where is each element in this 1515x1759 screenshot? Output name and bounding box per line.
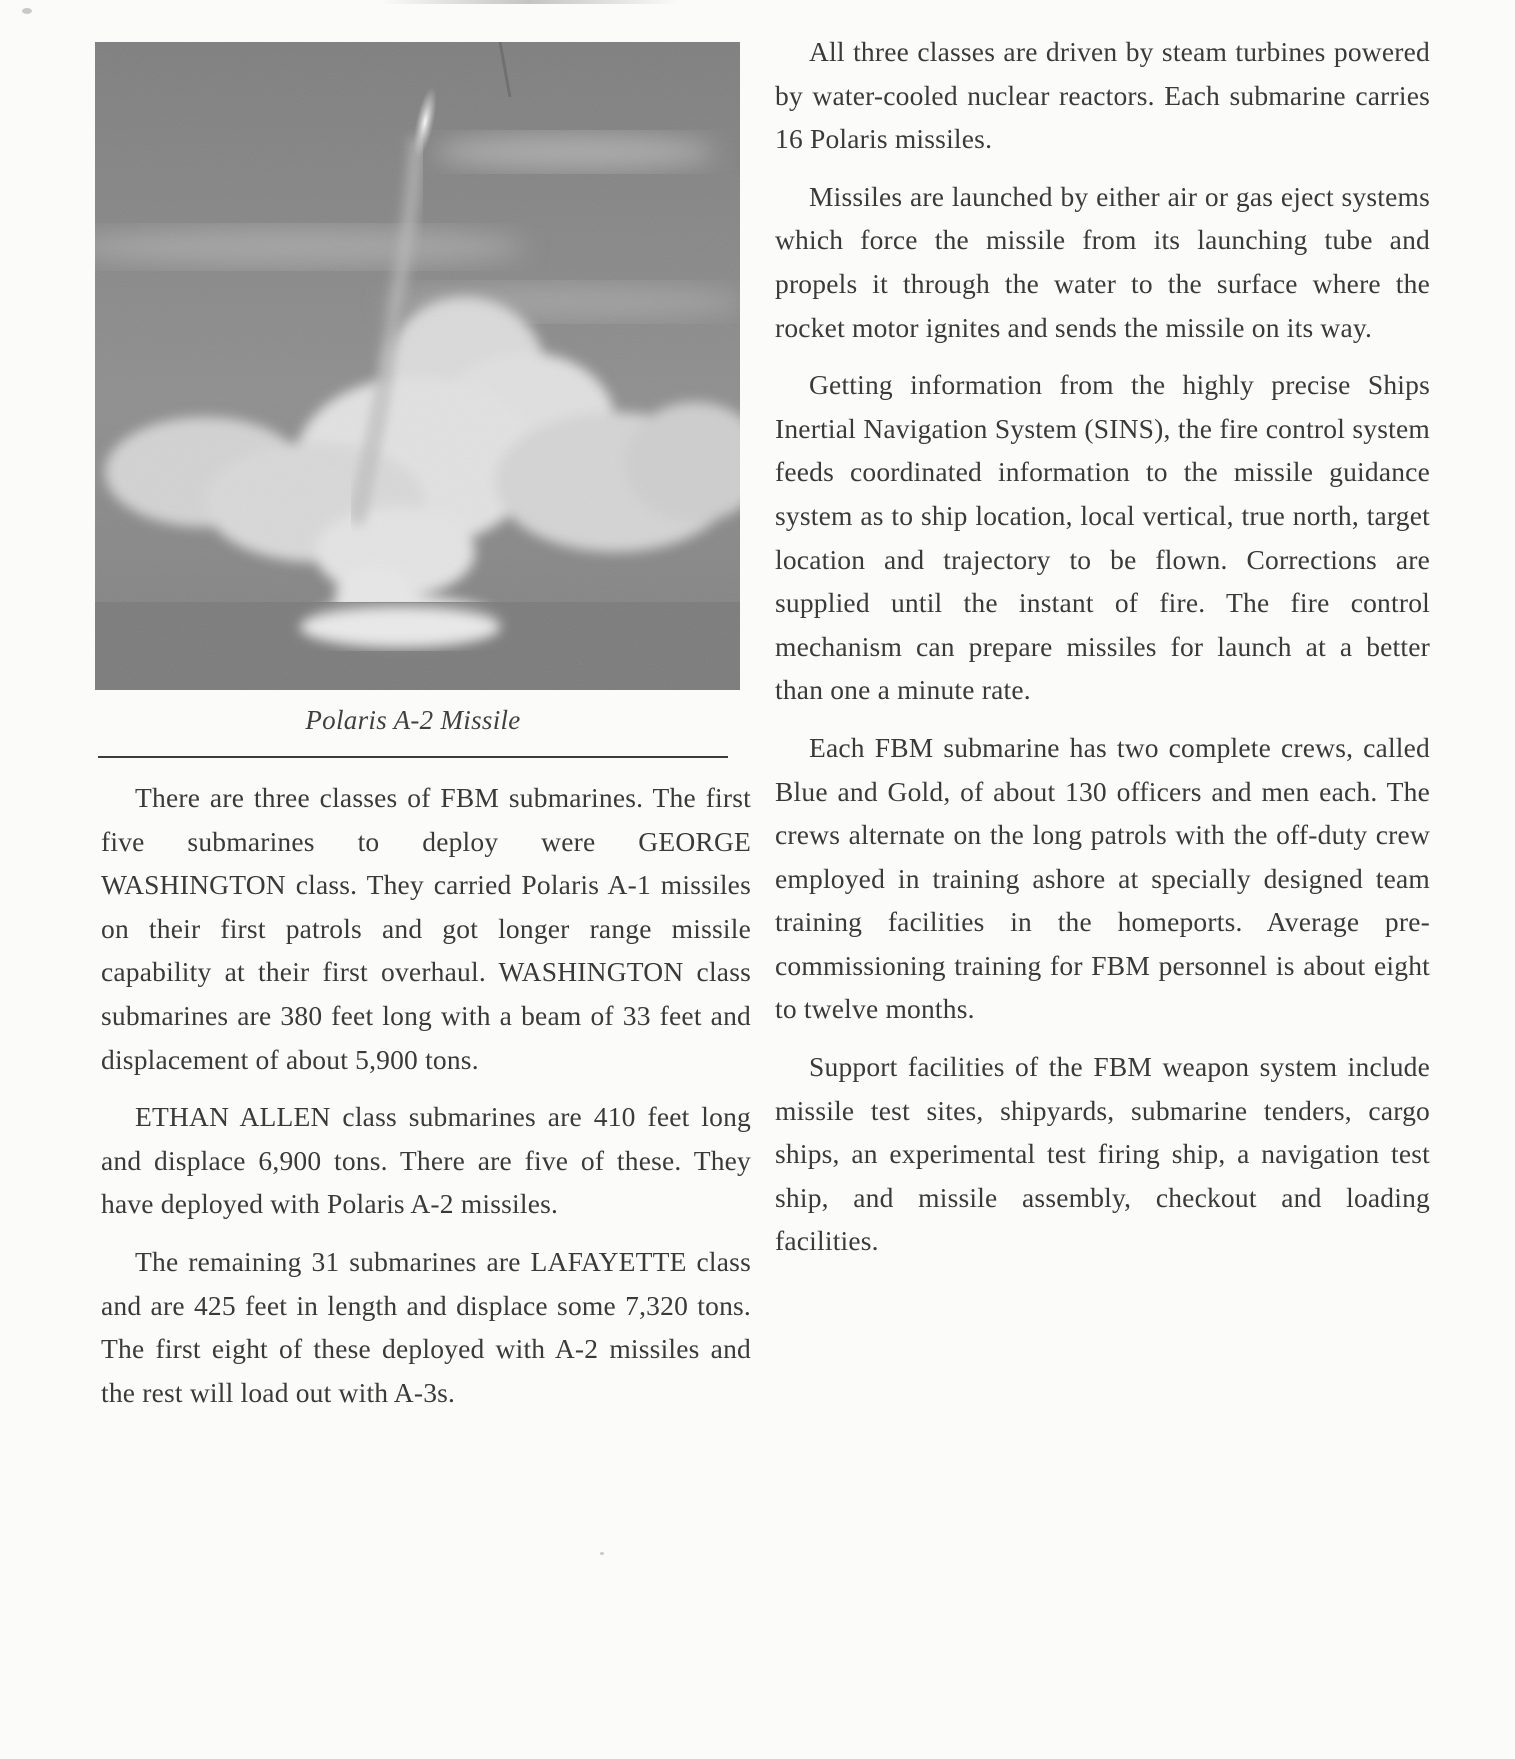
paragraph-lafayette: The remaining 31 submarines are LAFAYETTE class and are 425 feet in length and displace some 7,320 tons. The first eight of these deployed with A-2 missiles and the rest will load out with A-3s. [101, 1245, 751, 1408]
paragraph-launch: Missiles are launched by either air or gas eject systems which force the missile from its launching tube and propels it through the water to the surface where the rocket motor ignites and sends the missile on its way. [775, 180, 1430, 343]
paragraph-fire-control: Getting information from the highly precise Ships Inertial Navigation System (SINS), the fire control system feeds coordinated information to the missile guidance system as to ship location, local vertical, true north, target location and trajectory to be flown. Corrections are supplied until the instant of fire. The fire control mechanism can prepare missiles for launch at a better than one a minute rate. [775, 369, 1430, 706]
film-grain [95, 42, 740, 690]
paragraph-crews: Each FBM submarine has two complete crews, called Blue and Gold, of about 130 officers and men each. The crews alternate on the long patrols with the off-duty crew employed in training ashore at specially designed team training facilities in the homeports. Average pre-commissioning training for FBM personnel is about eight to twelve months. [775, 731, 1430, 1025]
missile-launch-photo [95, 42, 740, 690]
missile-launch-photo-icon [95, 42, 740, 690]
scan-speck [600, 1552, 604, 1555]
paragraph-fbm-classes: There are three classes of FBM submarines. The first five submarines to deploy were GEORGE WASHINGTON class. They carried Polaris A-1 missiles on their first patrols and got longer range missile capability at their first overhaul. WASHINGTON class submarines are 380 feet long with a beam of 33 feet and displacement of about 5,900 tons. [101, 782, 751, 1075]
right-column [775, 30, 1430, 1277]
paragraph-propulsion: All three classes are driven by steam turbines powered by water-cooled nuclear reactors. Each submarine carries 16 Polaris missiles. [775, 36, 1430, 155]
figure-caption: Polaris A-2 Missile [305, 705, 521, 735]
paragraph-ethan-allen: ETHAN ALLEN class submarines are 410 feet long and displace 6,900 tons. There are five of these. They have deployed with Polaris A-2 missiles. [101, 1101, 751, 1220]
left-column [101, 776, 751, 1428]
scan-smudge [380, 0, 680, 4]
scan-speck [22, 8, 32, 14]
paragraph-support-facilities: Support facilities of the FBM weapon system include missile test sites, shipyards, submarine tenders, cargo ships, an experimental test firing ship, a navigation test ship, and missile assembly, checkout and loading facilities. [775, 1051, 1430, 1257]
caption-rule [98, 756, 728, 758]
